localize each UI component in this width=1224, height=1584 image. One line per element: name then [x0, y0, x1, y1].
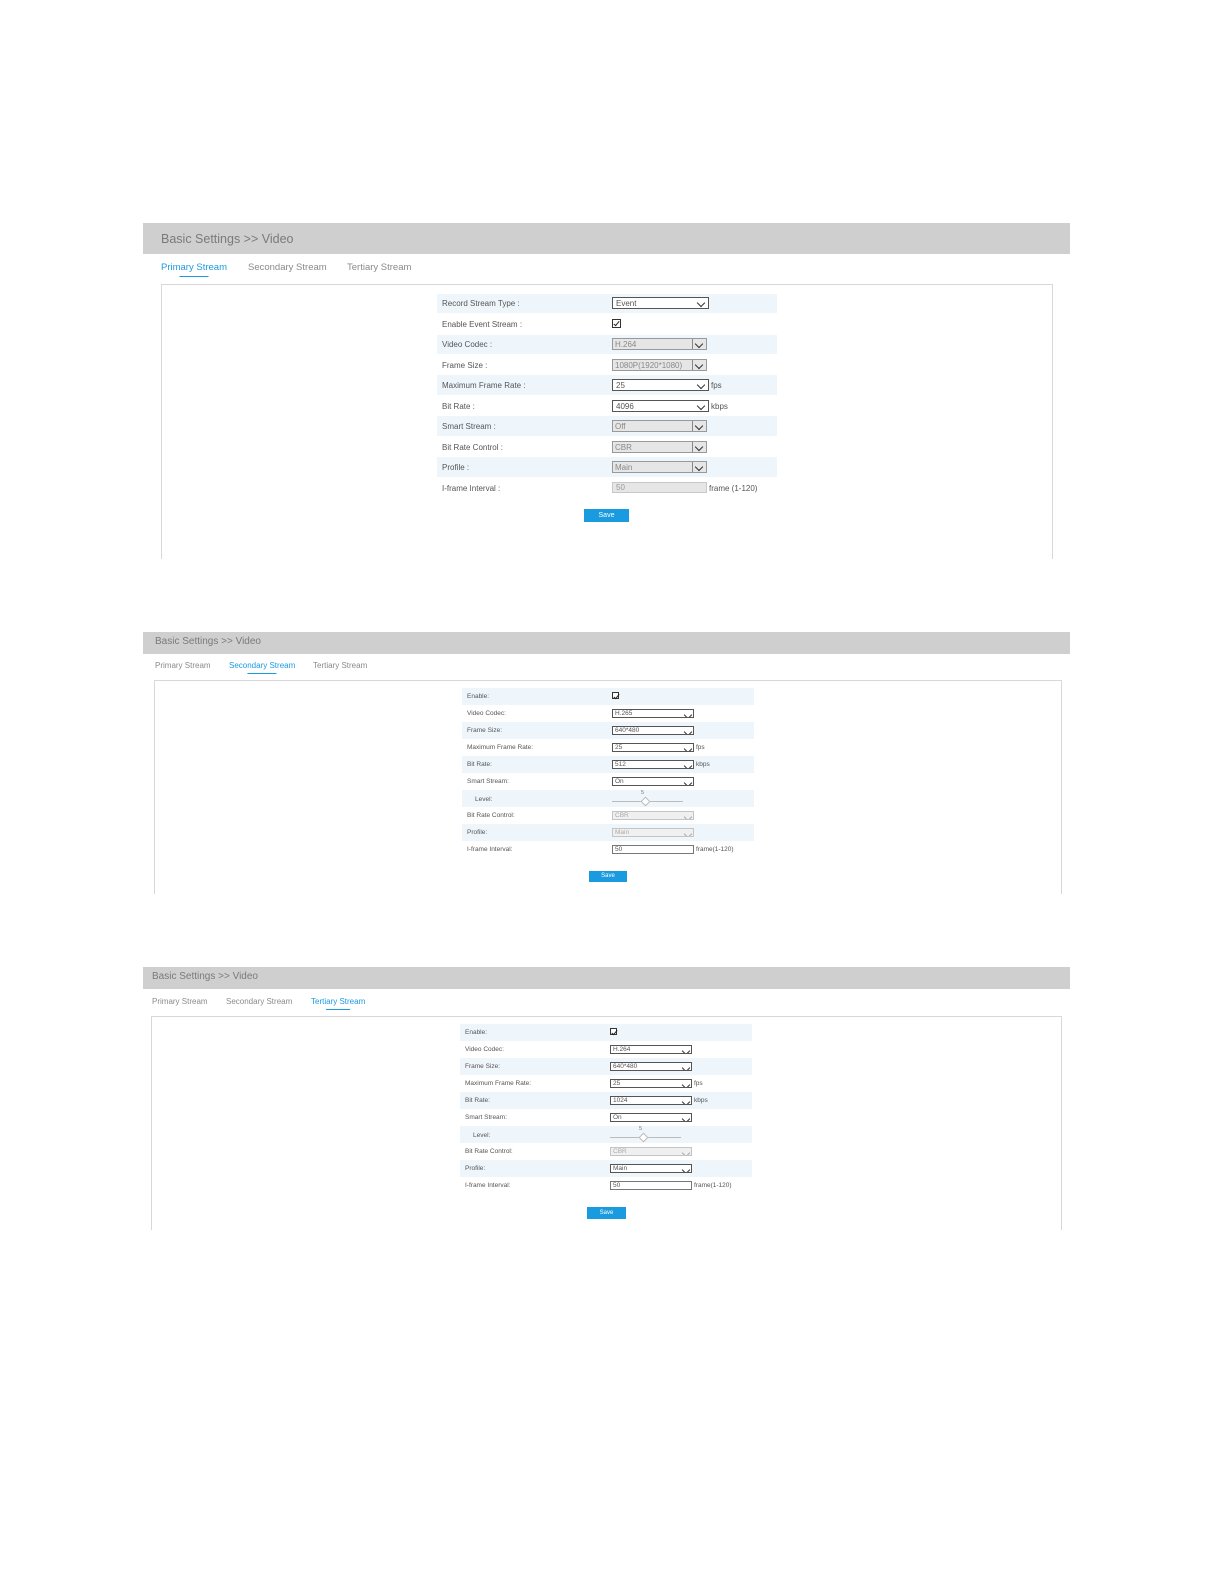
select-value: 4096 [616, 402, 634, 411]
form-row [460, 1177, 752, 1194]
enable-event-stream-label: Enable Event Stream : [442, 320, 523, 329]
frame-size-label: Frame Size: [467, 727, 503, 734]
frame-size-select[interactable] [612, 726, 694, 735]
select-value: 25 [616, 381, 625, 390]
form-row [460, 1109, 752, 1126]
bit-rate-control-select[interactable] [612, 811, 694, 820]
select-value: Main [613, 1165, 628, 1172]
frame-size-label: Frame Size: [465, 1063, 501, 1070]
select-value: 512 [615, 761, 626, 768]
smart-stream-select[interactable] [610, 1113, 692, 1122]
chevron-down-icon [692, 442, 705, 452]
chevron-down-icon [695, 298, 707, 308]
chevron-down-icon [680, 1148, 690, 1155]
chevron-down-icon [692, 462, 705, 472]
chevron-down-icon [680, 1114, 690, 1121]
form-row [437, 457, 777, 477]
chevron-down-icon [682, 710, 692, 717]
fps-unit: fps [696, 744, 705, 751]
chevron-down-icon [682, 829, 692, 836]
save-button[interactable]: Save [587, 1207, 626, 1219]
breadcrumb-header [143, 223, 1070, 254]
smart-stream-select[interactable] [612, 420, 707, 432]
form-row [460, 1092, 752, 1109]
chevron-down-icon [680, 1080, 690, 1087]
smart-stream-label: Smart Stream: [465, 1114, 507, 1121]
enable-checkbox[interactable] [610, 1028, 617, 1035]
chevron-down-icon [682, 727, 692, 734]
select-value: 1024 [613, 1097, 628, 1104]
select-value: 25 [613, 1080, 621, 1087]
select-value: 640*480 [613, 1063, 638, 1070]
bit-rate-select[interactable] [612, 760, 694, 769]
select-value: Main [615, 463, 633, 472]
record-stream-type-label: Record Stream Type : [442, 299, 520, 308]
enable-event-stream-checkbox[interactable] [612, 319, 621, 328]
chevron-down-icon [682, 761, 692, 768]
level-value: 5 [639, 1126, 643, 1132]
breadcrumb: Basic Settings >> Video [155, 636, 261, 647]
chevron-down-icon [680, 1046, 690, 1053]
form-row [460, 1024, 752, 1041]
select-value: H.264 [615, 340, 637, 349]
iframe-interval-input[interactable]: 50 [612, 482, 707, 493]
save-button[interactable]: Save [584, 509, 629, 522]
breadcrumb-header [143, 967, 1070, 989]
bit-rate-control-select[interactable] [612, 441, 707, 453]
level-label: Level: [473, 1132, 491, 1139]
select-value: H.264 [613, 1046, 631, 1053]
tab-tertiary-stream[interactable]: Tertiary Stream [313, 661, 368, 670]
tab-primary-stream[interactable]: Primary Stream [152, 997, 208, 1006]
select-value: CBR [613, 1148, 627, 1155]
form-row [437, 478, 777, 498]
record-stream-type-select[interactable] [612, 297, 709, 309]
tab-primary-stream[interactable]: Primary Stream [161, 262, 227, 273]
form-row [462, 824, 754, 841]
profile-label: Profile: [465, 1165, 486, 1172]
form-row [460, 1126, 752, 1143]
video-settings-panel-primary [143, 223, 1070, 559]
form-row [462, 688, 754, 705]
select-value: 1080P(1920*1080) [615, 361, 683, 370]
form-row [460, 1058, 752, 1075]
tab-secondary-stream[interactable]: Secondary Stream [229, 661, 296, 670]
video-codec-select[interactable] [610, 1045, 692, 1054]
iframe-interval-label: I-frame Interval: [465, 1182, 511, 1189]
bit-rate-control-select[interactable] [610, 1147, 692, 1156]
video-codec-label: Video Codec: [467, 710, 506, 717]
select-value: Off [615, 422, 626, 431]
form-row [437, 314, 777, 334]
select-value: Event [616, 299, 637, 308]
form-row [460, 1143, 752, 1160]
profile-label: Profile: [467, 829, 488, 836]
frame-size-select[interactable] [610, 1062, 692, 1071]
form-row [437, 335, 777, 354]
level-value: 5 [641, 790, 645, 796]
iframe-range-hint: frame(1-120) [696, 846, 734, 853]
smart-stream-label: Smart Stream: [467, 778, 509, 785]
profile-select[interactable] [612, 461, 707, 473]
form-row [437, 375, 777, 395]
form-row [460, 1160, 752, 1177]
max-frame-rate-label: Maximum Frame Rate: [465, 1080, 532, 1087]
fps-unit: fps [711, 381, 722, 390]
select-value: H.265 [615, 710, 633, 717]
bit-rate-label: Bit Rate: [465, 1097, 490, 1104]
kbps-unit: kbps [696, 761, 710, 768]
select-value: On [613, 1114, 622, 1121]
form-row [437, 396, 777, 416]
bit-rate-label: Bit Rate: [467, 761, 492, 768]
chevron-down-icon [680, 1165, 690, 1172]
tab-secondary-stream[interactable]: Secondary Stream [248, 262, 327, 273]
select-value: On [615, 778, 624, 785]
video-codec-select[interactable] [612, 338, 707, 350]
profile-label: Profile : [442, 463, 470, 472]
iframe-interval-label: I-frame Interval : [442, 484, 501, 493]
tab-secondary-stream[interactable]: Secondary Stream [226, 997, 293, 1006]
max-frame-rate-select[interactable] [612, 743, 694, 752]
iframe-range-hint: frame(1-120) [694, 1182, 732, 1189]
chevron-down-icon [682, 812, 692, 819]
breadcrumb-header [143, 632, 1070, 654]
breadcrumb: Basic Settings >> Video [152, 971, 258, 982]
chevron-down-icon [682, 778, 692, 785]
level-slider-handle[interactable] [639, 1133, 649, 1143]
form-row [437, 355, 777, 375]
tab-tertiary-stream[interactable]: Tertiary Stream [311, 997, 366, 1006]
settings-form [462, 688, 754, 860]
tab-tertiary-stream[interactable]: Tertiary Stream [347, 262, 412, 273]
smart-stream-label: Smart Stream : [442, 422, 496, 431]
iframe-interval-label: I-frame Interval: [467, 846, 513, 853]
select-value: CBR [615, 443, 632, 452]
bit-rate-control-label: Bit Rate Control : [442, 443, 503, 452]
iframe-interval-input[interactable]: 50 [612, 845, 694, 854]
bit-rate-label: Bit Rate : [442, 402, 475, 411]
form-row [462, 841, 754, 858]
max-frame-rate-select[interactable] [612, 379, 709, 391]
smart-stream-select[interactable] [612, 777, 694, 786]
chevron-down-icon [695, 401, 707, 411]
max-frame-rate-label: Maximum Frame Rate : [442, 381, 526, 390]
chevron-down-icon [692, 339, 705, 349]
bit-rate-control-label: Bit Rate Control: [465, 1148, 513, 1155]
level-label: Level: [475, 796, 493, 803]
video-codec-select[interactable] [612, 709, 694, 718]
profile-select[interactable] [612, 828, 694, 837]
form-row [462, 773, 754, 790]
settings-form [460, 1024, 752, 1196]
enable-checkbox[interactable] [612, 692, 619, 699]
select-value: 25 [615, 744, 623, 751]
form-row [462, 790, 754, 807]
frame-size-label: Frame Size : [442, 361, 488, 370]
max-frame-rate-select[interactable] [610, 1079, 692, 1088]
form-row [462, 722, 754, 739]
max-frame-rate-label: Maximum Frame Rate: [467, 744, 534, 751]
kbps-unit: kbps [711, 402, 728, 411]
bit-rate-select[interactable] [610, 1096, 692, 1105]
select-value: Main [615, 829, 630, 836]
bit-rate-select[interactable] [612, 400, 709, 412]
enable-label: Enable: [467, 693, 490, 700]
form-row [437, 437, 777, 457]
save-button[interactable]: Save [589, 871, 627, 882]
breadcrumb: Basic Settings >> Video [161, 232, 294, 246]
form-row [462, 807, 754, 824]
select-value: CBR [615, 812, 629, 819]
tab-primary-stream[interactable]: Primary Stream [155, 661, 211, 670]
frame-size-select[interactable] [612, 359, 707, 371]
form-row [460, 1075, 752, 1092]
profile-select[interactable] [610, 1164, 692, 1173]
video-settings-panel-tertiary [143, 967, 1070, 1230]
form-row [437, 294, 777, 313]
select-value: 640*480 [615, 727, 640, 734]
bit-rate-control-label: Bit Rate Control: [467, 812, 515, 819]
level-slider-handle[interactable] [641, 797, 651, 807]
video-codec-label: Video Codec : [442, 340, 493, 349]
iframe-range-hint: frame (1-120) [709, 484, 758, 493]
form-row [462, 705, 754, 722]
kbps-unit: kbps [694, 1097, 708, 1104]
form-row [462, 739, 754, 756]
chevron-down-icon [680, 1097, 690, 1104]
settings-form [437, 294, 777, 499]
chevron-down-icon [692, 421, 705, 431]
chevron-down-icon [680, 1063, 690, 1070]
form-row [437, 416, 777, 436]
chevron-down-icon [692, 360, 705, 370]
chevron-down-icon [695, 380, 707, 390]
video-settings-panel-secondary [143, 632, 1070, 894]
form-row [460, 1041, 752, 1058]
fps-unit: fps [694, 1080, 703, 1087]
enable-label: Enable: [465, 1029, 488, 1036]
iframe-interval-input[interactable]: 50 [610, 1181, 692, 1190]
video-codec-label: Video Codec: [465, 1046, 504, 1053]
form-row [462, 756, 754, 773]
chevron-down-icon [682, 744, 692, 751]
